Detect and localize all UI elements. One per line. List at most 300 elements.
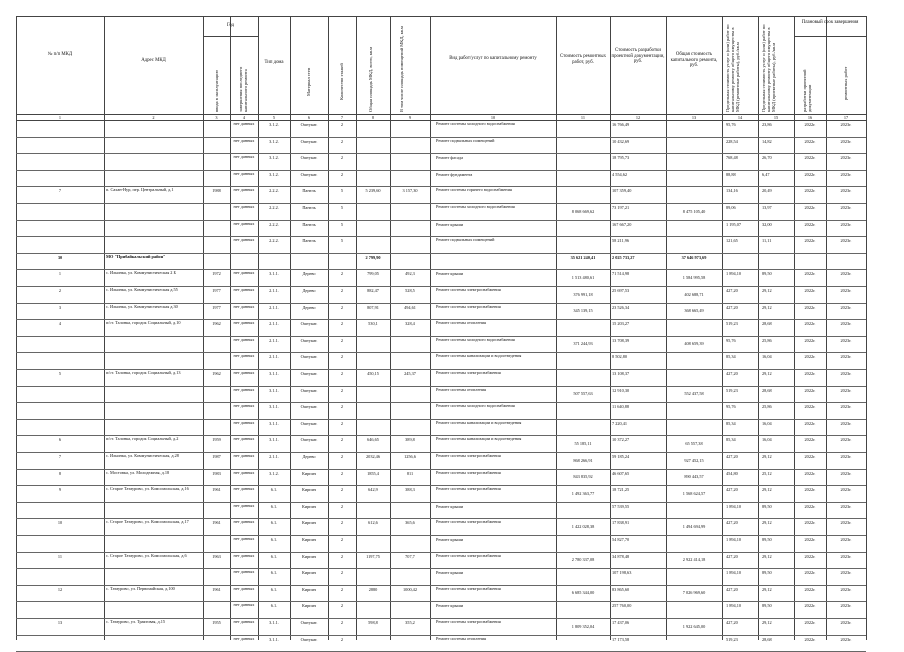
cell-limit-2: 29,12 <box>762 553 772 559</box>
cell-house-type: 2.1.1. <box>269 354 279 360</box>
header-design-cost: Стоимость разработки проектной документации, руб. <box>611 48 665 65</box>
cell-limit-1: 427,20 <box>726 553 738 559</box>
cell-year-last: нет данных <box>233 469 255 475</box>
cell-limit-2: 6,47 <box>762 171 770 177</box>
cell-design-cost: 18 795,73 <box>612 155 630 161</box>
header-deadline-repair: ремонтных работ <box>843 66 848 100</box>
cell-deadline-design: 2022г. <box>804 387 816 393</box>
cell-work-type: Ремонт системы отопления <box>436 386 486 392</box>
cell-wall-material: Кирпич <box>301 487 317 493</box>
cell-year-last: нет данных <box>233 602 255 608</box>
cell-living-area: 811 <box>406 470 414 476</box>
grid-line <box>794 36 866 37</box>
cell-limit-1: 134,16 <box>726 188 738 194</box>
cell-wall-material: Панель <box>302 188 316 194</box>
cell-floors: 5 <box>340 188 344 194</box>
cell-wall-material: Кирпич <box>301 537 317 542</box>
cell-year-last: нет данных <box>233 436 255 442</box>
cell-address: с. Ильинка, ул. Коммунистическая д.30 <box>106 303 178 309</box>
grid-line <box>258 16 259 640</box>
cell-design-cost: 107 198,63 <box>612 570 632 576</box>
cell-limit-1: 1 894,10 <box>726 503 742 509</box>
cell-deadline-design: 2022г. <box>804 138 816 144</box>
cell-design-cost: 59 185,24 <box>612 454 630 459</box>
cell-repair-cost: 35 621 240,41 <box>570 254 596 260</box>
cell-year-last: нет данных <box>233 187 255 193</box>
cell-limit-2: 29,12 <box>762 454 772 459</box>
col-number: 11 <box>580 115 586 120</box>
cell-floors: 2 <box>340 371 344 376</box>
cell-repair-cost: 376 991,18 <box>573 291 593 297</box>
cell-floors: 2 <box>340 503 344 509</box>
cell-wall-material: Кирпич <box>301 553 317 559</box>
grid-line <box>556 16 557 640</box>
cell-living-area: 707,7 <box>405 553 415 559</box>
header-num: № п/п МКД <box>47 52 73 57</box>
cell-wall-material: Дерево <box>302 288 316 293</box>
cell-limit-1: 519,23 <box>726 387 738 393</box>
row-divider <box>16 535 866 536</box>
cell-work-type: Ремонт подвальных помещений <box>436 237 495 243</box>
cell-limit-1: 89,06 <box>726 205 736 210</box>
cell-floors: 5 <box>340 221 344 227</box>
cell-house-type: 2.2.2. <box>269 188 279 194</box>
cell-wall-material: Оштукат. <box>300 387 318 393</box>
col-number: 1 <box>58 115 62 120</box>
col-number: 3 <box>215 115 218 120</box>
cell-limit-2: 29,12 <box>762 520 772 526</box>
col-number: 5 <box>272 115 276 120</box>
col-number: 16 <box>807 115 813 120</box>
cell-work-type: Ремонт системы электроснабжения <box>436 552 501 558</box>
cell-deadline-design: 2022г. <box>804 520 816 526</box>
grid-line <box>794 16 795 640</box>
cell-limit-1: 1 894,10 <box>726 570 742 576</box>
cell-limit-2: 89,50 <box>762 537 772 542</box>
grid-line <box>722 16 723 640</box>
cell-limit-1: 228,54 <box>726 138 738 144</box>
cell-total-cost: 1 922 645,00 <box>682 623 706 629</box>
cell-address: с. Татаурово, ул. Первомайская, д.100 <box>106 585 175 591</box>
grid-line <box>430 16 431 640</box>
cell-repair-cost: 55 185,11 <box>574 440 592 446</box>
cell-repair-cost: 1 513 480,61 <box>571 274 595 280</box>
cell-year-built: 1972 <box>212 271 221 277</box>
cell-deadline-repair: 2023г. <box>840 603 852 609</box>
cell-deadline-design: 2022г. <box>804 354 816 360</box>
cell-living-area: 1000,42 <box>403 586 417 592</box>
cell-limit-2: 28,68 <box>762 636 772 642</box>
cell-deadline-design: 2022г. <box>804 337 816 343</box>
cell-wall-material: Панель <box>302 221 316 227</box>
cell-wall-material: Дерево <box>302 454 316 459</box>
cell-deadline-repair: 2023г. <box>840 122 852 127</box>
cell-address: МО "Прибайкальский район" <box>106 253 166 259</box>
cell-design-cost: 11 640,88 <box>612 404 630 410</box>
cell-limit-1: 85,34 <box>726 420 736 426</box>
cell-work-type: Ремонт крыши <box>436 221 464 227</box>
cell-limit-2: 29,12 <box>762 586 772 592</box>
cell-year-built: 1962 <box>212 371 221 376</box>
header-limit-1: Предельная стоимость услуг и (или) работ по капитальному ремонту общего имущества в МКД (ремонтные работы), руб./кв.м <box>725 24 740 112</box>
cell-year-last: нет данных <box>233 154 255 160</box>
cell-limit-1: 427,20 <box>726 454 738 459</box>
cell-deadline-design: 2022г. <box>804 537 816 542</box>
cell-design-cost: 58 211,96 <box>612 238 630 244</box>
cell-wall-material: Оштукат. <box>300 404 318 410</box>
cell-deadline-repair: 2023г. <box>840 288 852 293</box>
cell-deadline-repair: 2023г. <box>840 470 852 476</box>
cell-work-type: Ремонт крыши <box>436 603 464 609</box>
cell-limit-2: 20,49 <box>762 188 772 194</box>
cell-floors: 2 <box>340 271 344 277</box>
cell-limit-1: 95,76 <box>726 337 736 343</box>
cell-floors: 2 <box>340 454 344 459</box>
row-divider <box>16 220 866 221</box>
cell-floors: 2 <box>340 586 344 592</box>
header-deadline-group: Плановый срок завершения <box>801 20 859 25</box>
cell-repair-cost: 843 835,92 <box>573 474 593 480</box>
cell-house-type: 6.1. <box>270 603 278 609</box>
cell-num: 3 <box>58 304 62 310</box>
cell-address: с. Старое Татаурово, ул. Комсомольская, д.17 <box>106 519 189 525</box>
cell-wall-material: Дерево <box>302 271 316 277</box>
cell-address: с. Мостовка, ул. Молодежная, д.18 <box>106 469 170 475</box>
cell-house-type: 3.1.1. <box>269 620 279 625</box>
cell-deadline-design: 2022г. <box>804 470 816 476</box>
cell-floors: 2 <box>340 570 344 576</box>
cell-num: 11 <box>57 553 63 559</box>
cell-limit-1: 85,34 <box>726 437 736 443</box>
cell-design-cost: 46 607,65 <box>612 470 630 476</box>
cell-floors: 2 <box>340 470 344 476</box>
cell-wall-material: Оштукат. <box>300 636 318 642</box>
cell-limit-2: 29,12 <box>762 288 772 293</box>
cell-house-type: 3.1.2. <box>269 470 279 476</box>
cell-deadline-design: 2022г. <box>804 288 816 293</box>
col-number: 4 <box>242 115 246 120</box>
cell-deadline-repair: 2023г. <box>840 155 852 161</box>
cell-limit-2: 16,04 <box>762 437 772 443</box>
cell-num: 4 <box>58 321 62 327</box>
cell-house-type: 3.1.1. <box>269 404 279 410</box>
cell-design-cost: 257 760,00 <box>612 603 632 609</box>
cell-limit-1: 427,20 <box>726 487 738 493</box>
cell-work-type: Ремонт системы электроснабжения <box>436 370 501 375</box>
cell-total-area: 642,9 <box>368 487 378 493</box>
cell-deadline-repair: 2023г. <box>840 487 852 493</box>
col-number: 2 <box>152 115 155 120</box>
cell-deadline-design: 2022г. <box>804 155 816 161</box>
cell-living-area: 365,6 <box>405 520 415 526</box>
cell-limit-1: 95,76 <box>726 404 736 410</box>
cell-year-last: нет данных <box>233 536 255 541</box>
grid-line <box>203 36 258 37</box>
cell-limit-1: 95,76 <box>726 122 736 127</box>
cell-living-area: 1256,6 <box>404 454 416 459</box>
cell-deadline-design: 2022г. <box>804 553 816 559</box>
cell-work-type: Ремонт крыши <box>436 570 464 576</box>
cell-deadline-repair: 2023г. <box>840 520 852 526</box>
cell-year-last: нет данных <box>233 519 255 525</box>
cell-wall-material: Оштукат. <box>300 420 318 426</box>
header-year-last: завершения последнего капитального ремонта <box>238 66 248 112</box>
cell-year-last: нет данных <box>233 419 255 425</box>
cell-address: п/ст. Талонка, городок Социальный, д.2 <box>106 436 179 442</box>
cell-floors: 2 <box>340 321 344 327</box>
cell-design-cost: 7 220,41 <box>612 420 628 426</box>
cell-wall-material: Оштукат. <box>300 155 318 161</box>
cell-limit-2: 29,12 <box>762 487 772 493</box>
cell-total-cost: 552 437,58 <box>684 391 704 397</box>
cell-total-cost: 8 475 105,40 <box>682 208 706 214</box>
cell-deadline-repair: 2023г. <box>840 437 852 443</box>
cell-work-type: Ремонт системы канализации и водоотведения <box>436 353 522 359</box>
cell-deadline-repair: 2023г. <box>840 337 852 343</box>
cell-year-built: 1988 <box>212 188 221 194</box>
cell-house-type: 3.1.1. <box>269 271 279 277</box>
cell-limit-2: 25,86 <box>762 337 772 343</box>
cell-year-last: нет данных <box>233 237 255 243</box>
header-living-area: В том числе площадь помещений МКД, кв.м <box>399 26 404 112</box>
cell-deadline-design: 2022г. <box>804 371 816 376</box>
cell-design-cost: 167 667,20 <box>612 221 632 227</box>
cell-limit-2: 23,86 <box>762 122 772 127</box>
cell-limit-1: 454,80 <box>726 470 738 476</box>
cell-deadline-repair: 2023г. <box>840 503 852 509</box>
row-divider <box>16 502 866 503</box>
cell-total-area: 1197,75 <box>366 553 380 559</box>
cell-repair-cost: 371 244,93 <box>573 341 593 347</box>
cell-deadline-repair: 2023г. <box>840 304 852 310</box>
cell-limit-1: 121,65 <box>726 238 738 244</box>
cell-year-built: 1961 <box>212 520 221 526</box>
cell-deadline-design: 2022г. <box>804 321 816 327</box>
col-number: 17 <box>843 115 849 120</box>
cell-work-type: Ремонт системы холодного водоснабжения <box>436 121 515 126</box>
cell-deadline-repair: 2023г. <box>840 171 852 177</box>
grid-line <box>866 16 867 640</box>
cell-year-last: нет данных <box>233 453 255 458</box>
grid-line <box>203 16 204 640</box>
cell-repair-cost: 868 266,91 <box>573 457 593 463</box>
cell-house-type: 6.1. <box>270 570 278 576</box>
header-floors: Количество этажей <box>339 63 344 100</box>
cell-design-cost: 17 173,58 <box>612 636 630 642</box>
cell-year-last: нет данных <box>233 585 255 591</box>
header-year-built: ввода в эксплуатацию <box>214 70 219 112</box>
row-divider <box>16 170 866 171</box>
cell-year-last: нет данных <box>233 204 255 209</box>
cell-deadline-repair: 2023г. <box>840 537 852 542</box>
cell-num: 7 <box>58 454 62 459</box>
cell-limit-2: 29,12 <box>762 371 772 376</box>
cell-limit-2: 14,82 <box>762 138 772 144</box>
cell-work-type: Ремонт системы горячего водоснабжения <box>436 187 512 193</box>
cell-work-type: Ремонт системы электроснабжения <box>436 585 501 591</box>
cell-year-built: 1977 <box>212 288 221 293</box>
cell-limit-2: 29,12 <box>762 620 772 625</box>
cell-limit-1: 1 894,10 <box>726 603 742 609</box>
cell-house-type: 6.1. <box>270 537 278 542</box>
cell-limit-1: 85,34 <box>726 354 736 360</box>
cell-deadline-repair: 2023г. <box>840 404 852 410</box>
grid-line <box>390 16 391 640</box>
cell-work-type: Ремонт системы отопления <box>436 635 486 641</box>
cell-wall-material: Кирпич <box>301 570 317 576</box>
grid-line <box>610 16 611 640</box>
cell-floors: 2 <box>340 138 344 144</box>
cell-floors: 2 <box>340 304 344 310</box>
cell-deadline-repair: 2023г. <box>840 620 852 625</box>
cell-limit-1: 427,20 <box>726 371 738 376</box>
cell-house-type: 3.1.1. <box>269 636 279 642</box>
cell-deadline-repair: 2023г. <box>840 188 852 194</box>
cell-work-type: Ремонт системы электроснабжения <box>436 303 501 309</box>
cell-limit-1: 427,20 <box>726 288 738 293</box>
cell-living-area: 245,37 <box>404 371 416 376</box>
cell-year-last: нет данных <box>233 270 255 276</box>
cell-deadline-design: 2022г. <box>804 205 816 210</box>
cell-wall-material: Оштукат. <box>300 337 318 343</box>
cell-work-type: Ремонт системы канализации и водоотведения <box>436 419 522 425</box>
cell-num: 2 <box>58 288 62 293</box>
cell-year-last: нет данных <box>233 121 255 126</box>
cell-limit-1: 427,20 <box>726 586 738 592</box>
cell-year-last: нет данных <box>233 619 255 624</box>
cell-deadline-design: 2022г. <box>804 420 816 426</box>
cell-design-cost: 107 359,40 <box>612 188 632 194</box>
header-work-type: Вид работ/услуг по капитальному ремонту <box>449 56 537 61</box>
cell-limit-1: 519,23 <box>726 321 738 327</box>
cell-work-type: Ремонт системы отопления <box>436 320 486 326</box>
cell-total-cost: 37 646 973,69 <box>681 254 707 260</box>
cell-floors: 5 <box>340 238 344 244</box>
cell-work-type: Ремонт фасада <box>436 155 464 161</box>
cell-year-last: нет данных <box>233 386 255 392</box>
cell-limit-2: 89,50 <box>762 503 772 509</box>
cell-limit-2: 11,11 <box>762 238 772 244</box>
cell-limit-2: 28,68 <box>762 387 772 393</box>
cell-design-cost: 16 766,49 <box>612 122 630 127</box>
cell-design-cost: 83 865,60 <box>612 586 630 592</box>
cell-work-type: Ремонт системы электроснабжения <box>436 519 501 525</box>
cell-wall-material: Оштукат. <box>300 171 318 177</box>
cell-limit-2: 89,50 <box>762 570 772 576</box>
cell-limit-2: 89,50 <box>762 603 772 609</box>
cell-floors: 2 <box>340 553 344 559</box>
col-number: 13 <box>691 115 697 120</box>
cell-year-last: нет данных <box>233 353 255 359</box>
cell-total-cost: 890 443,57 <box>684 474 704 480</box>
cell-year-last: нет данных <box>233 486 255 492</box>
cell-house-type: 3.1.1. <box>269 371 279 376</box>
header-year-group: Год <box>226 23 235 28</box>
col-number: 14 <box>737 115 743 120</box>
cell-limit-2: 16,04 <box>762 354 772 360</box>
cell-floors: 2 <box>340 603 344 609</box>
grid-line <box>290 16 291 640</box>
header-address: Адрес МКД <box>141 58 166 63</box>
cell-work-type: Ремонт системы холодного водоснабжения <box>436 204 515 209</box>
cell-total-cost: 1 494 694,99 <box>682 523 706 529</box>
col-number: 15 <box>773 115 779 120</box>
cell-deadline-repair: 2023г. <box>840 636 852 642</box>
cell-deadline-repair: 2023г. <box>840 354 852 360</box>
header-total-cost: Общая стоимость капитального ремонта, руб. <box>670 52 718 69</box>
cell-year-last: нет данных <box>233 336 255 342</box>
cell-work-type: Ремонт фундамента <box>436 171 473 177</box>
cell-year-built: 1961 <box>212 487 221 493</box>
cell-deadline-design: 2022г. <box>804 437 816 443</box>
cell-total-cost: 368 665,49 <box>684 308 704 314</box>
cell-deadline-repair: 2023г. <box>840 221 852 227</box>
cell-limit-1: 1 894,10 <box>726 271 742 277</box>
cell-limit-1: 427,20 <box>726 520 738 526</box>
cell-deadline-design: 2022г. <box>804 454 816 459</box>
header-wall-material: Материал стен <box>306 67 311 96</box>
cell-wall-material: Кирпич <box>301 470 317 476</box>
cell-floors: 2 <box>340 620 344 625</box>
cell-deadline-repair: 2023г. <box>840 205 852 210</box>
cell-wall-material: Панель <box>302 205 316 210</box>
cell-design-cost: 13 708,39 <box>612 337 630 343</box>
cell-house-type: 6.1. <box>270 586 278 592</box>
cell-deadline-design: 2022г. <box>804 586 816 592</box>
cell-house-type: 6.1. <box>270 487 278 493</box>
cell-repair-cost: 2 780 337,08 <box>571 557 595 563</box>
cell-work-type: Ремонт системы электроснабжения <box>436 486 501 492</box>
cell-house-type: 6.1. <box>270 503 278 509</box>
cell-deadline-repair: 2023г. <box>840 321 852 327</box>
cell-design-cost: 57 539,55 <box>612 503 630 509</box>
cell-repair-cost: 1 809 352,04 <box>571 623 595 629</box>
cell-wall-material: Кирпич <box>301 520 317 526</box>
cell-address: с. Татаурово, ул. Трактовая, д.15 <box>106 619 166 624</box>
cell-year-last: нет данных <box>233 635 255 641</box>
cell-house-type: 3.1.2. <box>269 122 279 127</box>
cell-living-area: 355,2 <box>405 620 415 625</box>
cell-floors: 2 <box>340 122 344 127</box>
cell-floors: 2 <box>340 337 344 343</box>
cell-total-area: 2 799,90 <box>365 254 381 260</box>
cell-address: с. Ильинка, ул. Коммунистическая д.55 <box>106 287 178 292</box>
cell-work-type: Ремонт системы канализации и водоотведения <box>436 436 522 442</box>
cell-floors: 5 <box>340 205 344 210</box>
cell-deadline-design: 2022г. <box>804 221 816 227</box>
cell-total-area: 5 239,60 <box>365 188 381 194</box>
cell-year-built: 1955 <box>212 620 221 625</box>
cell-design-cost: 18 721,25 <box>612 487 630 493</box>
cell-design-cost: 17 838,91 <box>612 520 630 526</box>
cell-deadline-repair: 2023г. <box>840 586 852 592</box>
cell-limit-2: 28,68 <box>762 321 772 327</box>
cell-total-cost: 2 922 414,18 <box>682 557 706 563</box>
cell-floors: 2 <box>340 537 344 542</box>
cell-house-type: 2.1.1. <box>269 321 279 327</box>
cell-work-type: Ремонт крыши <box>436 537 464 542</box>
cell-design-cost: 34 878,48 <box>612 553 630 559</box>
cell-num: 13 <box>57 620 63 625</box>
cell-num: 7 <box>58 188 62 194</box>
cell-design-cost: 71 514,98 <box>612 271 630 277</box>
cell-year-last: нет данных <box>233 170 255 176</box>
cell-deadline-design: 2022г. <box>804 404 816 410</box>
header-deadline-design: разработки проектной документации <box>802 69 812 112</box>
cell-year-built: 1987 <box>212 454 221 459</box>
cell-work-type: Ремонт системы электроснабжения <box>436 287 501 292</box>
cell-design-cost: 15 203,27 <box>612 321 630 327</box>
